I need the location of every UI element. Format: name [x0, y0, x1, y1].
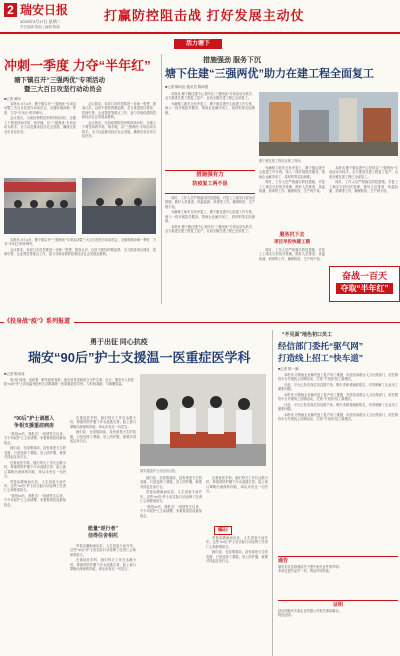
article-4-kicker: “不见面”地色初口员工: [282, 332, 333, 338]
article-2-subhead-line2: 防疫复工两不误: [192, 181, 228, 187]
article-4-byline: ■记者 陈一潮: [278, 367, 299, 371]
article-3-paragraph: 在重症医学科，她们每天工作长达数小时，厚重的防护服下汗水湿透衣背，脸上被口罩勒出深深的印痕，却从未有过一句怨言。: [70, 558, 136, 572]
notice-2-line: 特此证明。: [278, 613, 294, 618]
notice-1-line: 瑞安市应急管理局关于遗失相关证件的声明：: [278, 565, 342, 569]
editorial-paragraph: 她们说，在疫情面前，没有谁是天生的英雄，只是选择了勇敢。穿上防护服，就要对得起这身白衣。: [206, 550, 268, 564]
column-divider-bottom: [272, 330, 273, 656]
banner-slogan: 打赢防控阻击战 打好发展主动仗: [104, 8, 305, 23]
meeting-photo-2-figures: [82, 178, 156, 234]
campaign-ad-line1: 奋战一百天: [341, 271, 387, 281]
article-3-subhead-1-line1: “90后”护士请愿入: [13, 416, 55, 422]
article-1-title: 冲刺一季度 力夺“半年红”: [4, 58, 151, 73]
article-1-subtitle-2: 暨三大百日攻坚行动动员会: [24, 86, 102, 93]
article-2-body-col4: [259, 248, 325, 304]
article-2-subhead-2-line2: 项目早投快建工期: [274, 239, 310, 244]
article-3-subhead-2: [70, 526, 136, 540]
article-3-body-col1: [4, 432, 66, 652]
article-3-paragraph: “我是90后，我报名！”疫情发生以来，不少年轻护士主动请缨，争着要到抗疫最前线去。: [140, 504, 202, 518]
meeting-photo-2: [82, 178, 156, 234]
article-2-paragraph: 为确保工地安全有序复工，塘下镇住建中心组建工作专班，深入一线开展指导服务，帮助企业解决用工、原材料等实际困难。: [259, 166, 325, 179]
article-3-subhead-1: [4, 416, 64, 430]
article-2-paragraph: 为确保工地安全有序复工，塘下镇住建中心组建工作专班，深入一线开展指导服务，帮助企业解决用工、原材料等实际困难。: [165, 210, 255, 224]
article-2-paragraph: 同时，工作人员严格落实防控措施，对复工工地实行封闭式管理，做好人员排查、体温检测、消毒等工作，确保防疫、生产两不误。: [165, 196, 255, 209]
article-2-byline: ■记者 陈昕怡 通讯员 陈海燕: [165, 85, 209, 89]
article-2-paragraph: 本报讯 塘下镇住建中心坚持以“三强两优”专项活动为抓手，全力推进在建工程复工复产，目前全镇在建工程已全部复工。: [329, 166, 398, 179]
feature-series-bar: [0, 318, 400, 328]
article-3-byline: ■记者 陈成成: [4, 372, 25, 376]
notice-2-line: 兹证明瑞安市某企业有限公司相关事项属实。: [278, 609, 342, 613]
article-1: [0, 54, 160, 304]
notice-1: [278, 556, 398, 597]
construction-photo: [259, 92, 398, 156]
paper-name: 瑞安日报: [20, 3, 69, 17]
construction-photo-caption: 塘下镇在建工程项目施工现场。: [259, 159, 304, 163]
article-2-paragraph: 本报讯 塘下镇住建中心坚持以“三强两优”专项活动为抓手，全力推进在建工程复工复产，目前全镇在建工程已全部复工。: [165, 224, 255, 234]
notice-1-line: 本单位遗失证件一份，特此声明作废。: [278, 569, 333, 574]
nurses-photo: [140, 374, 266, 466]
article-1-paragraph: 会议要求，各部门各村居要进一步统一思想、提高认识，以时不我待的紧迫感，全力推进项目建设、招商引资、企业帮扶等重点工作，奋力夺取疫情防控和经济社会发展双胜利。: [4, 248, 156, 257]
article-3-body-col5: [206, 476, 268, 522]
nurses-photo-scene: [140, 374, 266, 466]
page-number-box: [4, 3, 17, 17]
article-2-subhead-2-line1: 服务沉下去: [279, 232, 305, 238]
meeting-photo: [4, 178, 76, 234]
campaign-ad: [329, 266, 400, 302]
article-1-body-col3: [4, 238, 156, 298]
article-4-paragraph: 目前，平台已发布岗位信息数千条，吸引求职者踊跃报名，有效缓解了企业用工紧张问题。: [278, 403, 398, 412]
article-3-kicker: 勇于出征 同心抗疫: [90, 338, 148, 346]
article-2-paragraph: 同时，工作人员严格落实防控措施，对复工工地实行封闭式管理，做好人员排查、体温检测、消毒等工作，确保防疫、生产两不误。: [259, 248, 325, 261]
article-4-paragraph: 目前，平台已发布岗位信息数千条，吸引求职者踊跃报名，有效缓解了企业用工紧张问题。: [278, 383, 398, 392]
notice-2: [278, 600, 398, 653]
editors-line: 责任编辑 陈凯 | 编辑 陈晓: [20, 25, 60, 29]
article-2-paragraph: 本报讯 塘下镇住建中心坚持以“三强两优”专项活动为抓手，全力推进在建工程复工复产，目前全镇在建工程已全部复工。: [165, 92, 255, 101]
article-1-paragraph: 本报讯 3月16日，塘下镇召开“三强两优”专项活动暨三大百日攻坚行动动员会，全面吹响冲刺一季度、力夺“半年红”的冲锋号。: [4, 102, 76, 115]
article-3-paragraph: 在重症医学科，她们每天工作长达数小时，厚重的防护服下汗水湿透衣背，脸上被口罩勒出深深的印痕，却从未有过一句怨言。: [4, 460, 66, 479]
article-3-paragraph: 她们说，在疫情面前，没有谁是天生的英雄，只是选择了勇敢。穿上防护服，就要对得起这身白衣。: [70, 430, 136, 444]
article-3: [0, 330, 270, 656]
article-2-subhead-box: [165, 170, 255, 194]
notice-1-title: 通告: [278, 558, 289, 564]
article-1-paragraph: 本报讯 3月16日，塘下镇召开“三强两优”专项活动暨三大百日攻坚行动动员会，全面吹响冲刺一季度、力夺“半年红”的冲锋号。: [4, 238, 156, 247]
article-3-title: 瑞安“90后”护士支援温一医重症医学科: [28, 350, 251, 365]
article-2-body-col2: [259, 166, 325, 228]
article-1-paragraph: 会议指出，当前疫情防控形势持续向好，全镇上下要坚持两手抓、两手硬，以“三强两优”专项活动为抓手，全力以赴推动经济社会发展，确保完成全年目标任务。: [82, 120, 156, 139]
editorial-paragraph: 青春由磨砺而出彩，人生因奋斗而升华。这些“90后”护士用实际行动诠释了医者仁心和使命担当。: [206, 536, 268, 549]
article-2-title: 塘下住建“三强两优”助力在建工程全面复工: [165, 68, 374, 80]
article-3-paragraph: 在重症医学科，她们每天工作长达数小时，厚重的防护服下汗水湿透衣背，脸上被口罩勒出深深的印痕，却从未有过一句怨言。: [206, 476, 268, 494]
masthead-rule: [0, 32, 400, 34]
article-3-subhead-2-line1: 能量“逆行者”: [87, 526, 118, 532]
article-3-paragraph: 青春由磨砺而出彩，人生因奋斗而升华。这些“90后”护士用实际行动诠释了医者仁心和使命担当。: [140, 490, 202, 504]
article-2-paragraph: 为确保工地安全有序复工，塘下镇住建中心组建工作专班，深入一线开展指导服务，帮助企业解决用工、原材料等实际困难。: [165, 102, 255, 115]
article-1-body-col2: [82, 102, 156, 174]
article-3-body-col3: [70, 544, 136, 652]
article-2-subhead-2: [259, 232, 325, 245]
feature-series-tag: 《投身战“疫”》系列报道: [4, 318, 74, 327]
section-tag: 活力塘下: [174, 39, 222, 49]
article-3-body-col4: [140, 476, 202, 652]
article-3-paragraph: 她们说，在疫情面前，没有谁是天生的英雄，只是选择了勇敢。穿上防护服，就要对得起这身白衣。: [140, 476, 202, 489]
article-4-title-1: 经信部门委托“驱气网”: [278, 341, 364, 351]
article-3-paragraph: 她们说，在疫情面前，没有谁是天生的英雄，只是选择了勇敢。穿上防护服，就要对得起这身白衣。: [4, 446, 66, 460]
article-3-paragraph: 青春由磨砺而出彩，人生因奋斗而升华。这些“90后”护士用实际行动诠释了医者仁心和使命担当。: [4, 479, 66, 493]
article-3-paragraph: “我是90后，我报名！”疫情发生以来，不少年轻护士主动请缨，争着要到抗疫最前线去。: [4, 432, 66, 445]
article-4: [274, 330, 400, 656]
notice-2-title: 证明: [332, 602, 343, 608]
article-2-paragraph: 同时，工作人员严格落实防控措施，对复工工地实行封闭式管理，做好人员排查、体温检测、消毒等工作，确保防疫、生产两不误。: [259, 180, 325, 194]
article-4-paragraph: 本报讯 为帮助企业解决复工复产用工难题，市经信局联合人力社保部门，依托网络平台开展线上招聘活动，打造“不见面”招工新模式。: [278, 393, 398, 402]
article-2: [163, 54, 400, 306]
article-2-body: [165, 196, 255, 302]
date-line: 2020年3月17日 星期二: [20, 19, 61, 24]
article-2-subhead: 措施强有力: [196, 172, 224, 178]
article-3-paragraph: 青春由磨砺而出彩，人生因奋斗而升华。这些“90后”护士用实际行动诠释了医者仁心和使命担当。: [70, 544, 136, 557]
column-divider: [161, 54, 162, 304]
article-1-paragraph: 会议指出，当前疫情防控形势持续向好，全镇上下要坚持两手抓、两手硬，以“三强两优”专项活动为抓手，全力以赴推动经济社会发展，确保完成全年目标任务。: [4, 116, 76, 134]
article-4-paragraph: 本报讯 为帮助企业解决复工复产用工难题，市经信局联合人力社保部门，依托网络平台开展线上招聘活动，打造“不见面”招工新模式。: [278, 413, 398, 422]
construction-photo-scene: [259, 92, 398, 156]
article-2-lead: [165, 92, 255, 168]
article-1-byline: ■记者 黄昕: [4, 97, 21, 101]
masthead: [0, 0, 400, 34]
article-4-body: [278, 373, 398, 553]
article-4-paragraph: 本报讯 为帮助企业解决复工复产用工难题，市经信局联合人力社保部门，依托网络平台开展线上招聘活动，打造“不见面”招工新模式。: [278, 373, 398, 382]
page-number: 2: [7, 3, 14, 17]
article-1-paragraph: 会议要求，各部门各村居要进一步统一思想、提高认识，以时不我待的紧迫感，全力推进项目建设、招商引资、企业帮扶等重点工作，奋力夺取疫情防控和经济社会发展双胜利。: [82, 102, 156, 120]
article-4-title-2: 打造线上招工“快车道”: [278, 353, 364, 363]
campaign-ad-line2: 夺取“半年红”: [336, 283, 393, 294]
article-3-subhead-2-line2: 信得住舍相托: [87, 533, 118, 539]
article-2-paragraph: 同时，工作人员严格落实防控措施，对复工工地实行封闭式管理，做好人员排查、体温检测、消毒等工作，确保防疫、生产两不误。: [329, 180, 398, 194]
article-3-paragraph: 在重症医学科，她们每天工作长达数小时，厚重的防护服下汗水湿透衣背，脸上被口罩勒出深深的印痕，却从未有过一句怨言。: [70, 416, 136, 429]
article-3-paragraph: “我是90后，我报名！”疫情发生以来，不少年轻护士主动请缨，争着要到抗疫最前线去。: [4, 494, 66, 507]
article-1-body: [4, 102, 76, 174]
article-2-body-col3: [329, 166, 398, 262]
meeting-photo-figures: [4, 178, 76, 234]
article-1-subtitle-1: 塘下镇召开“三强两优”专项活动: [14, 77, 105, 84]
article-3-subhead-1-line2: 争相支援重症病房: [13, 423, 54, 429]
article-3-lead: [4, 378, 134, 412]
article-3-body-col2: [70, 416, 136, 522]
article-3-lead-text: 战“疫”前线，活跃着一群年轻的身影，他们用青春和担当守护生命。近日，瑞安市人民医院“90后”护士奔赴温州医科大学附属第一医院重症医学科，与时间赛跑、与病魔较量。: [4, 378, 134, 387]
nurses-photo-caption: 瑞安援温护士出征前合影。: [140, 469, 179, 473]
editorial-body: [206, 536, 268, 652]
editorial-tag: 编后: [214, 526, 232, 535]
article-2-kicker: 措施强劲 服务下沉: [203, 57, 261, 64]
